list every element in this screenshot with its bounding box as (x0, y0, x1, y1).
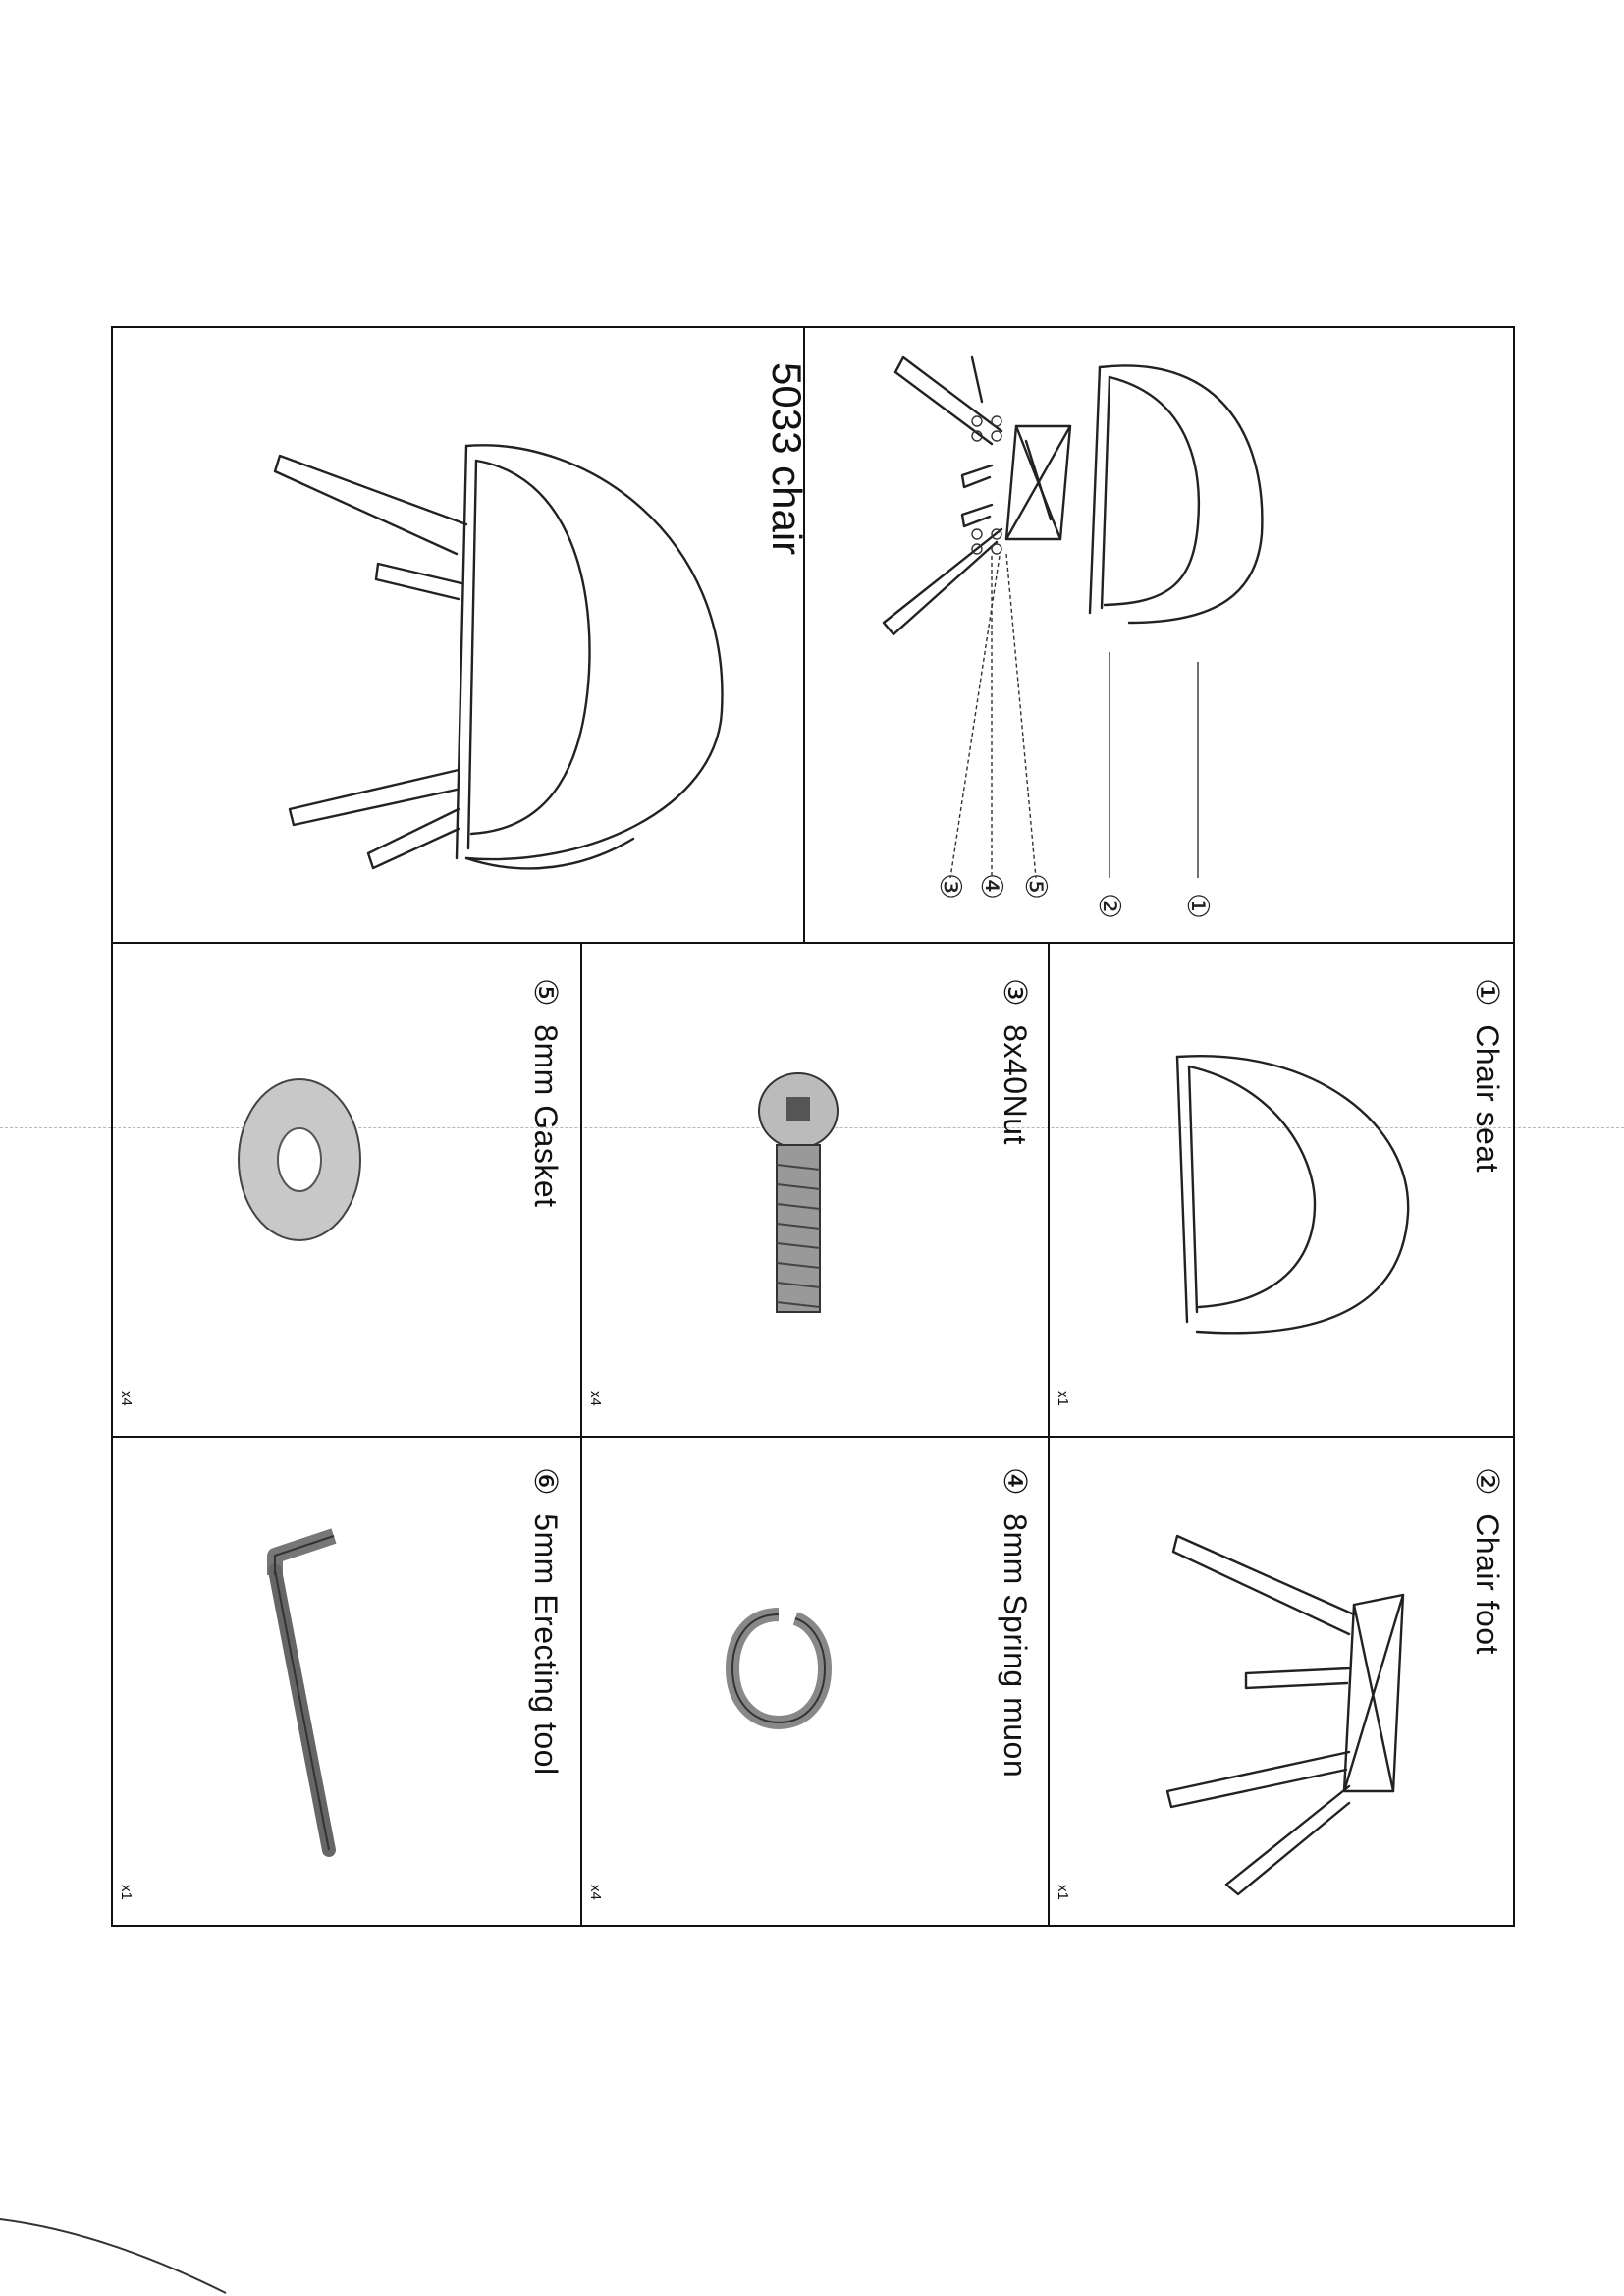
bolt-icon (730, 1071, 867, 1327)
allen-key-icon (206, 1516, 403, 1870)
part-qty: x4 (587, 1885, 604, 1900)
spring-washer-icon (725, 1605, 833, 1732)
chair-seat-icon (1167, 1047, 1423, 1341)
part-qty: x1 (1055, 1885, 1071, 1900)
parts-sheet (111, 326, 1515, 1927)
part-label: ⑤8mm Gasket (528, 978, 564, 1208)
callout-5: ⑤ (1018, 873, 1053, 900)
part-label: ①Chair seat (1470, 978, 1505, 1174)
part-qty: x4 (587, 1391, 604, 1406)
part-qty: x1 (118, 1885, 135, 1900)
chair-seat-diagram (1090, 365, 1262, 623)
exploded-diagram (805, 328, 1513, 942)
part-qty: x1 (1055, 1391, 1071, 1406)
part-cell-chair-foot (1050, 1438, 1513, 1925)
part-qty: x4 (118, 1391, 135, 1406)
chair-foot-diagram (884, 357, 1070, 634)
assembled-chair-icon (172, 416, 722, 888)
part-cell-nut (582, 944, 1048, 1436)
scan-artifact-stroke (0, 2210, 236, 2296)
chair-foot-icon (1148, 1497, 1442, 1889)
callout-2: ② (1092, 893, 1126, 919)
part-label: ②Chair foot (1470, 1467, 1505, 1655)
part-cell-gasket (113, 944, 580, 1436)
callout-1: ① (1180, 893, 1215, 919)
part-cell-spring-washer (582, 1438, 1048, 1925)
callout-3: ③ (933, 873, 967, 900)
part-label: ④8mm Spring muon (998, 1467, 1033, 1778)
part-label: ⑥5mm Erecting tool (528, 1467, 564, 1776)
part-cell-chair-seat (1050, 944, 1513, 1436)
part-cell-erecting-tool (113, 1438, 580, 1925)
flat-washer-icon (231, 1071, 368, 1248)
document-title: 5033 chair (764, 362, 810, 556)
callout-4: ④ (974, 873, 1008, 900)
part-label: ③8x40Nut (998, 978, 1033, 1145)
finished-chair-panel (113, 328, 810, 942)
exploded-view-panel (805, 328, 1513, 942)
